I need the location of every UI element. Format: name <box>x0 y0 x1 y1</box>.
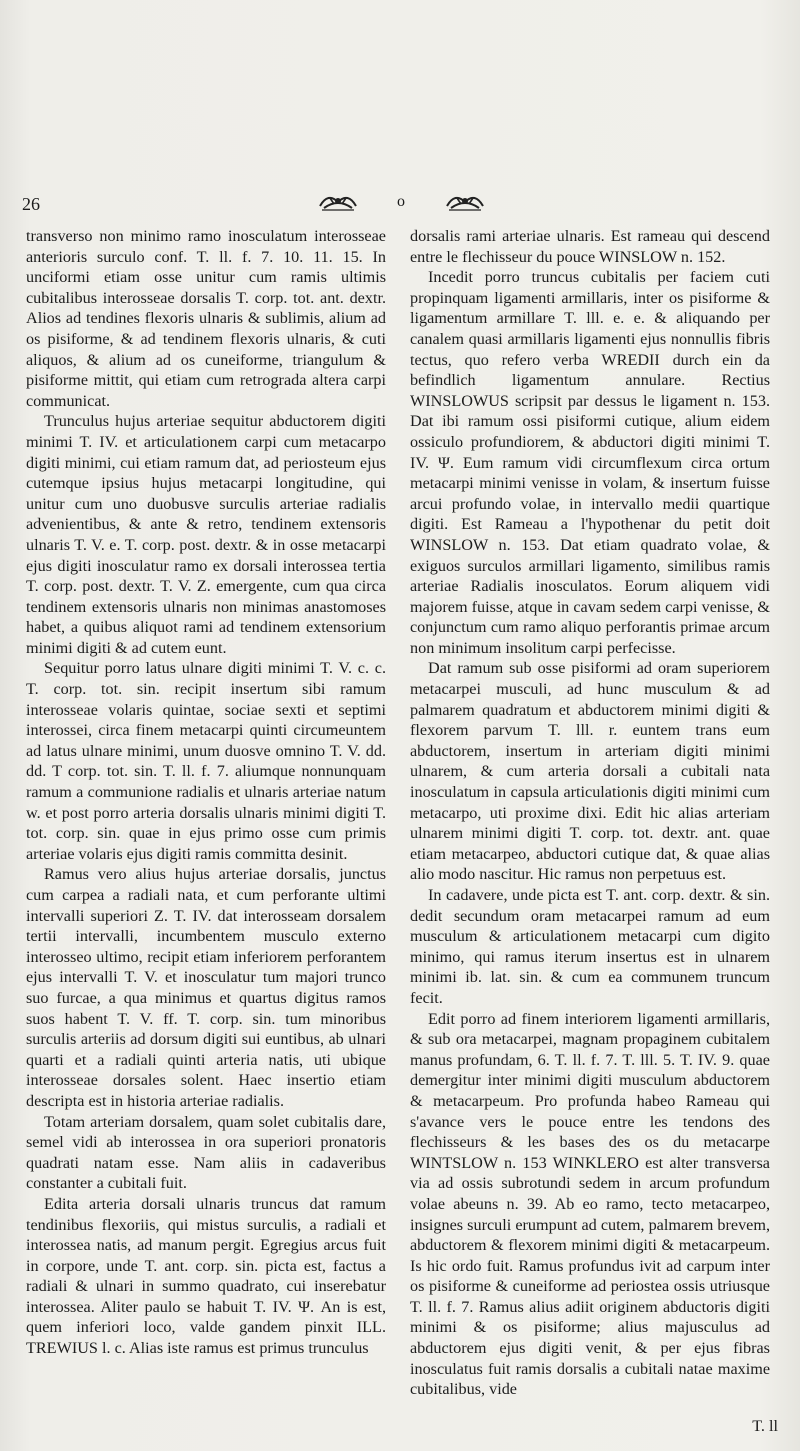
paragraph: Trunculus hujus arteriae sequitur abductorem digiti minimi T. IV. et articulationem carpi cum metacarpo digiti minimi, cui etiam ramum dat, ad periosteum ejus cutemque ipsius hujus metacarpi longitudine, qui unitur cum uno duobusve surculis arteriae radialis advenientibus, & ante & retro, tendinem extensoris ulnaris T. V. e. T. corp. post. dextr. & in osse metacarpi ejus digiti inosculatur ramo ex dorsali interossea tertia T. corp. post. dextr. T. V. Z. emergente, cum qua circa tendinem extensoris ulnaris non minimas anastomoses habet, a quibus aliquot rami ad tendinem extensorium minimi digiti & ad cutem eunt. <box>26 412 386 657</box>
paragraph: Sequitur porro latus ulnare digiti minimi T. V. c. c. T. corp. tot. sin. recipit insertum sibi ramum interosseae volaris quintae, sociae sexti et septimi interossei, circa finem metacarpi quinti circumeuntem ad latus ulnare minimi, unum duosve omnino T. V. dd. dd. T corp. tot. sin. T. ll. f. 7. aliumque nonnunquam ramum a communione radialis et ulnaris arteriae natum w. et post porro arteria dorsalis ulnaris minimi digiti T. tot. corp. sin. quae in ejus primo osse cum primis arteriae volaris ejus digiti ramis committa desinit. <box>26 659 386 863</box>
right-column <box>410 226 770 1400</box>
text-columns <box>26 226 780 1436</box>
paragraph: Totam arteriam dorsalem, quam solet cubitalis dare, semel vidi ab interossea in ora superiori pronatoris quadrati natam esse. Nam aliis in cadaveribus constanter a cubitali fuit. <box>26 1112 386 1193</box>
paragraph: Ramus vero alius hujus arteriae dorsalis, junctus cum carpea a radiali nata, et cum perforante ultimi intervalli superiori Z. T. IV. dat interosseam dorsalem tertii intervalli, incumbentem musculo externo interosseo ultimo, recipit etiam inferiorem perforantem ejus intervalli T. V. et inosculatur tum majori trunco suo furcae, a qua minimus et quartus digitus ramos suos habent T. V. ff. T. corp. sin. tum minoribus surculis arteriis ad dorsum digiti sui euntibus, ab ulnari quarti et a radiali quinti arteria natis, uti ubique interosseae dorsales solent. Haec insertio etiam descripta est in historia arteriae radialis. <box>26 865 386 1110</box>
center-mark: o <box>397 193 405 210</box>
floral-ornament-icon <box>318 190 358 212</box>
paragraph: transverso non minimo ramo inosculatum interosseae anterioris surculo conf. T. ll. f. 7. 10. 11. 15. In unciformi etiam osse unitur cum ramis ultimis cubitalibus interosseae dorsalis T. corp. tot. ant. dextr. Alios ad tendines flexoris ulnaris & sublimis, alium ad os pisiforme, & ad tendinem flexoris ulnaris, & cuti aliquos, & alium ad os cuneiforme, triangulum & pisiforme mittit, qui etiam cum retrograda altera carpi communicat. <box>26 227 386 410</box>
page-header <box>22 190 782 220</box>
paragraph: Incedit porro truncus cubitalis per faciem cuti propinquam ligamenti armillaris, inter os pisiforme & ligamentum armillare T. lll. e. e. & aliquando per canalem quasi armillaris ligamenti ejus nonnullis fibris tectus, quo refero verba WREDII durch ein da befindlich ligamentum annulare. Rectius WINSLOWUS scripsit par dessus le ligament n. 153. Dat ibi ramum ossi pisiformi cutique, alium eidem ossiculo profundiorem, & abductori digiti minimi T. IV. Ψ. Eum ramum vidi circumflexum circa ortum metacarpi minimi venisse in volam, & insertum fuisse arcui profundo volae, in intervallo medii quartique digiti. Est Rameau a l'hypothenar du petit doit WINSLOW n. 153. Dat etiam quadrato volae, & exiguos surculos armillari ligamento, similibus ramis arteriae Radialis inosculatos. Eorum aliquem vidi majorem fuisse, atque in cavam sedem carpi venisse, & conjunctum cum ramo aliquo perforantis primae arcum non minimum insolitum carpi perfecisse. <box>410 268 770 657</box>
floral-ornament-icon <box>445 190 485 212</box>
paragraph: Edita arteria dorsali ulnaris truncus dat ramum tendinibus flexoriis, qui mistus surculis, a radiali et interossea natis, ad manum pergit. Egregius arcus fuit in corpore, unde T. ant. corp. sin. picta est, factus a radiali & ulnari in summo quadrato, cui inserebatur interossea. Aliter paulo se habuit T. IV. Ψ. An is est, quem inferiori loco, valde gandem pinxit ILL. TREWIUS l. c. Alias iste ramus est primus trunculus <box>26 1194 386 1358</box>
paragraph: Edit porro ad finem interiorem ligamenti armillaris, & sub ora metacarpei, magnam propaginem cubitalem manus profundam, 6. T. ll. f. 7. T. lll. 5. T. IV. 9. quae demergitur inter minimi digiti musculum abductorem & metacarpeum. Pro profunda habeo Rameau qui s'avance vers le pouce entre les tendons des flechisseurs & les bases des os du metacarpe WINTSLOW n. 153 WINKLERO est alter transversa via ad ossis subrotundi sedem in arcum profundum volae abeuns n. 39. Ab eo ramo, tecto metacarpeo, insignes surculi erumpunt ad cutem, palmarem brevem, abductorem & flexorem minimi digiti & metacarpeum. Is hic ordo fuit. Ramus profundus ivit ad carpum inter os pisiforme & cuneiforme ad periostea ossis utriusque T. ll. f. 7. Ramus alius adiit originem abductoris digiti minimi & os pisiforme; alius majusculus ad abductorem ejus digiti venit, & per ejus fibras inosculatus fuit ramis dorsalis a cubitali natae maxime cubitalibus, vide <box>410 1009 770 1399</box>
paragraph: Dat ramum sub osse pisiformi ad oram superiorem metacarpei musculi, ad hunc musculum & ad palmarem quadratum et abductorem minimi digiti & flexorem parvum T. lll. r. euntem trans eum abductorem, insertum in arteriam digiti minimi ulnarem, & cum arteria dorsali a cubitali nata inosculatum in capsula articulationis digiti minimi cum metacarpo, uti proxime dixi. Edit hic alias arteriam ulnarem minimi digiti T. corp. tot. dextr. ant. quae etiam metacarpeo, abductori cutique dat, & quae alias alio modo nascitur. Hic ramus non perpetuus est. <box>410 659 770 884</box>
paragraph: In cadavere, unde picta est T. ant. corp. dextr. & sin. dedit secundum oram metacarpei ramum ad eum musculum & articulationem metacarpi cum digito minimo, qui ramus iterum insertus est in ulnarem minimi ib. lat. sin. & cum ea communem truncum fecit. <box>410 886 770 1007</box>
catchword: T. ll <box>752 1417 778 1435</box>
paragraph: dorsalis rami arteriae ulnaris. Est rameau qui descend entre le flechisseur du pouce WINSLOW n. 152. <box>410 227 770 266</box>
page-number: 26 <box>22 194 40 214</box>
left-column <box>26 226 386 1359</box>
